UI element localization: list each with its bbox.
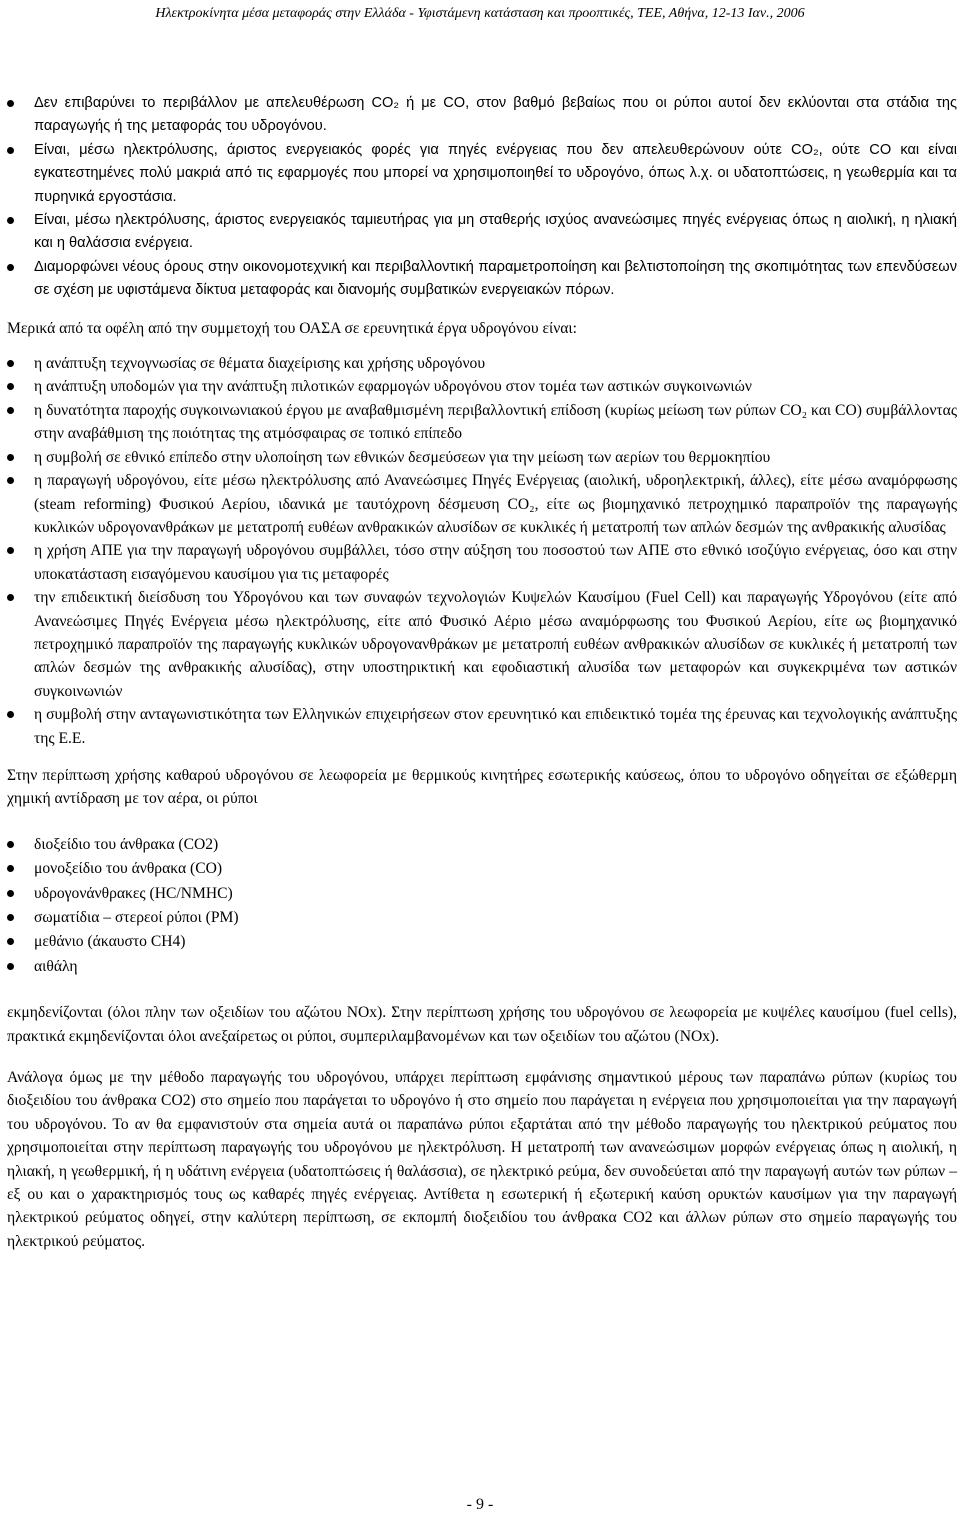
list-item: Είναι, μέσω ηλεκτρόλυσης, άριστος ενεργειακός ταμιευτήρας για μη σταθερής ισχύος ανανεώσιμες πηγές ενέργειας όπως η αιολική, η ηλιακή και η θαλάσσια ενέργεια. [7,209,957,256]
combustion-paragraph: Στην περίπτωση χρήσης καθαρού υδρογόνου σε λεωφορεία με θερμικούς κινητήρες εσωτερικής καύσεως, όπου το υδρογόνο οδηγείται σε εξώθερμη χημική αντίδραση με τον αέρα, οι ρύποι [7,766,957,808]
list-item: η συμβολή σε εθνικό επίπεδο στην υλοποίηση των εθνικών δεσμεύσεων για την μείωση των αερίων του θερμοκηπίου [7,446,957,469]
list-item: διοξείδιο του άνθρακα (CO2) [7,833,957,857]
eliminated-paragraph: εκμηδενίζονται (όλοι πλην των οξειδίων του αζώτου NOx). Στην περίπτωση χρήσης του υδρογόνου σε λεωφορεία με κυψέλες καυσίμου (fuel cells), πρακτικά εκμηδενίζονται όλοι ανεξαίρετως οι ρύποι, συμπεριλαμβανομένων και των οξειδίων του αζώτου (NOx). [7,1004,957,1045]
pollutants-list [7,833,957,979]
list-item: την επιδεικτική διείσδυση του Υδρογόνου και των συναφών τεχνολογιών Κυψελών Καυσίμου (Fuel Cell) και παραγωγής Υδρογόνου (είτε από Ανανεώσιμες Πηγές Ενέργεια μέσω ηλεκτρόλυσης, είτε από Φυσικό Αέριο μέσω αναμόρφωσης του Φυσικού Αερίου, είτε ως βιομηχανικό πετροχημικό παραπροϊόν της παραγωγής κυκλικών υδρογονανθράκων με μετατροπή ευθέων ανθρακικών αλυσίδων σε κυκλικές ή μετατροπή των απλών δεσμών της ανθρακικής αλυσίδας), στην υποστηρικτική και εφοδιαστική αλυσίδα των μεταφορών και συγκεκριμένα των αστικών συγκοινωνιών [7,586,957,703]
list-item: μονοξείδιο του άνθρακα (CO) [7,857,957,881]
page-body [7,92,957,1253]
running-header: Ηλεκτροκίνητα μέσα μεταφοράς στην Ελλάδα - Υφιστάμενη κατάσταση και προοπτικές, ΤΕΕ, Αθήνα, 12-13 Ιαν., 2006 [155,6,805,21]
list-item: Διαμορφώνει νέους όρους στην οικονομοτεχνική και περιβαλλοντική παραμετροποίηση και βελτιστοποίηση της σκοπιμότητας των επενδύσεων σε σχέση με υφιστάμενα δίκτυα μεταφοράς και διανομής συμβατικών ενεργειακών πόρων. [7,256,957,303]
list-item: υδρογονάνθρακες (HC/NMHC) [7,882,957,906]
hydrogen-advantages-list [7,92,957,303]
list-item: Είναι, μέσω ηλεκτρόλυσης, άριστος ενεργειακός φορές για πηγές ενέργειας που δεν απελευθερώνουν ούτε CO₂, ούτε CO και είναι εγκατεστημένες πολύ μακριά από τις εφαρμογές που μπορεί να χρησιμοποιηθεί το υδρογόνο, όπως λ.χ. οι υδατοπτώσεις, η γεωθερμία και τα πυρηνικά εργοστάσια. [7,139,957,209]
list-item: μεθάνιο (άκαυστο CH4) [7,930,957,954]
list-item: η δυνατότητα παροχής συγκοινωνιακού έργου με αναβαθμισμένη περιβαλλοντική επίδοση (κυρίως μείωση των ρύπων CO₂ και CO) συμβάλλοντας στην αναβάθμιση της ποιότητας της ατμόσφαιρας σε τοπικό επίπεδο [7,399,957,446]
list-item: η ανάπτυξη υποδομών για την ανάπτυξη πιλοτικών εφαρμογών υδρογόνου στον τομέα των αστικών συγκοινωνιών [7,375,957,398]
list-item: Δεν επιβαρύνει το περιβάλλον με απελευθέρωση CO₂ ή με CO, στον βαθμό βεβαίως που οι ρύποι αυτοί δεν εκλύονται στα στάδια της παραγωγής ή της μεταφοράς του υδρογόνου. [7,92,957,139]
page-number: - 9 - [466,1496,494,1513]
list-item: αιθάλη [7,955,957,979]
benefits-intro: Μερικά από τα οφέλη από την συμμετοχή του ΟΑΣΑ σε ερευνητικά έργα υδρογόνου είναι: [7,319,577,337]
list-item: η χρήση ΑΠΕ για την παραγωγή υδρογόνου συμβάλλει, τόσο στην αύξηση του ποσοστού των ΑΠΕ στο εθνικό ισοζύγιο ενέργειας, όσο και στην υποκατάσταση εισαγόμενου καυσίμου για τις μεταφορές [7,539,957,586]
benefits-list [7,352,957,750]
list-item: η παραγωγή υδρογόνου, είτε μέσω ηλεκτρόλυσης από Ανανεώσιμες Πηγές Ενέργειας (αιολική, υδροηλεκτρική, άλλες), είτε μέσω αναμόρφωσης (steam reforming) Φυσικού Αερίου, ιδανικά με ταυτόχρονη δέσμευση CO₂, είτε ως βιομηχανικό πετροχημικό παραπροϊόν της παραγωγής κυκλικών υδρογονανθράκων με μετατροπή ευθέων ανθρακικών αλυσίδων σε κυκλικές ή μετατροπή των απλών δεσμών της ανθρακικής αλυσίδας [7,469,957,539]
list-item: σωματίδια – στερεοί ρύποι (PM) [7,906,957,930]
production-method-paragraph: Ανάλογα όμως με την μέθοδο παραγωγής του υδρογόνου, υπάρχει περίπτωση εμφάνισης σημαντικού μέρους των παραπάνω ρύπων (κυρίως του διοξειδίου του άνθρακα CO2) στο σημείο που παράγεται το υδρογόνο ή στο σημείο που παράγεται η ενέργεια που χρησιμοποιείται για την παραγωγή του υδρογόνου. Το αν θα εμφανιστούν στα σημεία αυτά οι παραπάνω ρύποι εξαρτάται από την μέθοδο παραγωγής του ηλεκτρικού ρεύματος που χρησιμοποιείται στην περίπτωση παραγωγής του υδρογόνου με ηλεκτρόλυση. Η μετατροπή των ανανεώσιμων μορφών ενέργειας όπως η αιολική, η ηλιακή, η γεωθερμική, ή η υδάτινη ενέργεια (υδατοπτώσεις ή θαλάσσια), σε ηλεκτρικό ρεύμα, δεν συνοδεύεται από την παραγωγή αυτών των ρύπων – εξ ου και ο χαρακτηρισμός τους ως καθαρές πηγές ενέργειας. Αντίθετα η εσωτερική ή εξωτερική καύση ορυκτών καυσίμων για την παραγωγή ηλεκτρικού ρεύματος οδηγεί, στην καλύτερη περίπτωση, σε εκπομπή διοξειδίου του άνθρακα CO2 και άλλων ρύπων στο σημείο παραγωγής του ηλεκτρικού ρεύματος. [7,1069,957,1250]
list-item: η συμβολή στην ανταγωνιστικότητα των Ελληνικών επιχειρήσεων στον ερευνητικό και επιδεικτικό τομέα της έρευνας και τεχνολογικής ανάπτυξης της Ε.Ε. [7,703,957,750]
list-item: η ανάπτυξη τεχνογνωσίας σε θέματα διαχείρισης και χρήσης υδρογόνου [7,352,957,375]
